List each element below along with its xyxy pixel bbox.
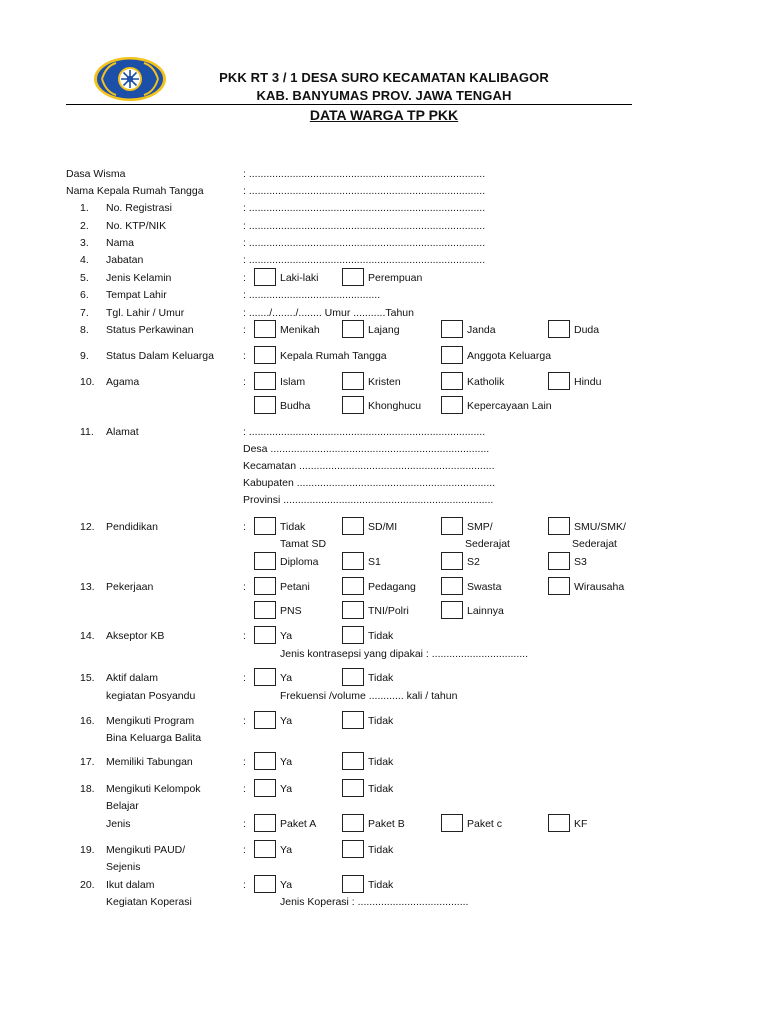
checkbox-kepercayaan-lain[interactable] xyxy=(441,396,463,414)
checkbox-kf[interactable] xyxy=(548,814,570,832)
checkbox-s2[interactable] xyxy=(441,552,463,570)
option-label-koperasi-ya: Ya xyxy=(280,879,293,891)
field-value-line: : ................................................................................. xyxy=(243,185,486,197)
checkbox-laki-laki[interactable] xyxy=(254,268,276,286)
colon: : xyxy=(243,581,246,593)
field-value-line: : ................................................................................. xyxy=(243,426,486,438)
field-value-line: : ......./......../........ Umur ...........Tahun xyxy=(243,307,414,319)
checkbox-paket-c[interactable] xyxy=(441,814,463,832)
item-number: 11. xyxy=(80,426,94,438)
option-label-laki-laki: Laki-laki xyxy=(280,272,319,284)
checkbox-hindu[interactable] xyxy=(548,372,570,390)
colon: : xyxy=(243,324,246,336)
option-label-swasta: Swasta xyxy=(467,581,502,593)
checkbox-koperasi-ya[interactable] xyxy=(254,875,276,893)
option-label-tabungan-tidak: Tidak xyxy=(368,756,394,768)
field-label: No. KTP/NIK xyxy=(106,220,167,232)
option-label-diploma: Diploma xyxy=(280,556,319,568)
item-number: 12. xyxy=(80,521,95,533)
option-label-paket-c: Paket c xyxy=(467,818,503,830)
checkbox-lainnya[interactable] xyxy=(441,601,463,619)
item-number: 4. xyxy=(80,254,89,266)
item-number: 2. xyxy=(80,220,89,232)
option-sublabel: Sederajat xyxy=(572,538,617,550)
option-label-lainnya: Lainnya xyxy=(467,605,504,617)
item-number: 18. xyxy=(80,783,95,795)
checkbox-kb-ya[interactable] xyxy=(254,626,276,644)
checkbox-kelompok-ya[interactable] xyxy=(254,779,276,797)
checkbox-paket-b[interactable] xyxy=(342,814,364,832)
checkbox-anggota-keluarga[interactable] xyxy=(441,346,463,364)
checkbox-smu-smk[interactable] xyxy=(548,517,570,535)
option-label-paket-a: Paket A xyxy=(280,818,317,830)
option-label-tidak-tamat-sd: Tidak xyxy=(280,521,306,533)
header-region-line: KAB. BANYUMAS PROV. JAWA TENGAH xyxy=(256,88,512,103)
option-label-paud-tidak: Tidak xyxy=(368,844,394,856)
checkbox-perempuan[interactable] xyxy=(342,268,364,286)
field-label: Mengikuti PAUD/ xyxy=(106,844,186,856)
address-line: Kabupaten .................................................................... xyxy=(243,477,496,489)
checkbox-islam[interactable] xyxy=(254,372,276,390)
checkbox-paud-ya[interactable] xyxy=(254,840,276,858)
checkbox-paud-tidak[interactable] xyxy=(342,840,364,858)
colon: : xyxy=(243,630,246,642)
item-number: 13. xyxy=(80,581,95,593)
option-label-janda: Janda xyxy=(467,324,496,336)
colon: : xyxy=(243,879,246,891)
field-label: Nama Kepala Rumah Tangga xyxy=(66,185,204,197)
colon: : xyxy=(243,350,246,362)
option-label-koperasi-tidak: Tidak xyxy=(368,879,394,891)
field-label-cont: Sejenis xyxy=(106,861,141,873)
item-number: 14. xyxy=(80,630,95,642)
option-label-pedagang: Pedagang xyxy=(368,581,416,593)
option-label-menikah: Menikah xyxy=(280,324,320,336)
checkbox-tabungan-ya[interactable] xyxy=(254,752,276,770)
field-label-cont: Kegiatan Koperasi xyxy=(106,896,192,908)
colon: : xyxy=(243,672,246,684)
header-org-line: PKK RT 3 / 1 DESA SURO KECAMATAN KALIBAGOR xyxy=(219,70,549,85)
checkbox-pedagang[interactable] xyxy=(342,577,364,595)
option-label-s3: S3 xyxy=(574,556,587,568)
colon: : xyxy=(243,272,246,284)
field-label: Memiliki Tabungan xyxy=(106,756,193,768)
field-value-line: Frekuensi /volume ............ kali / tahun xyxy=(280,690,458,702)
option-label-s2: S2 xyxy=(467,556,480,568)
checkbox-posyandu-ya[interactable] xyxy=(254,668,276,686)
colon: : xyxy=(243,521,246,533)
checkbox-katholik[interactable] xyxy=(441,372,463,390)
field-value-line: : ................................................................................. xyxy=(243,202,486,214)
option-label-hindu: Hindu xyxy=(574,376,602,388)
item-number: 1. xyxy=(80,202,89,214)
checkbox-khonghucu[interactable] xyxy=(342,396,364,414)
option-label-petani: Petani xyxy=(280,581,310,593)
field-label: Tgl. Lahir / Umur xyxy=(106,307,185,319)
checkbox-sd-mi[interactable] xyxy=(342,517,364,535)
checkbox-janda[interactable] xyxy=(441,320,463,338)
checkbox-s1[interactable] xyxy=(342,552,364,570)
option-label-kf: KF xyxy=(574,818,588,830)
option-label-lajang: Lajang xyxy=(368,324,400,336)
field-value-line: Jenis kontrasepsi yang dipakai : ................................. xyxy=(280,648,529,660)
checkbox-budha[interactable] xyxy=(254,396,276,414)
option-label-pns: PNS xyxy=(280,605,302,617)
checkbox-petani[interactable] xyxy=(254,577,276,595)
field-label: Mengikuti Program xyxy=(106,715,195,727)
option-sublabel: Tamat SD xyxy=(280,538,327,550)
option-label-tabungan-ya: Ya xyxy=(280,756,293,768)
field-label: Pekerjaan xyxy=(106,581,154,593)
checkbox-s3[interactable] xyxy=(548,552,570,570)
option-label-khonghucu: Khonghucu xyxy=(368,400,422,412)
option-label-paket-b: Paket B xyxy=(368,818,405,830)
field-label-cont: Jenis xyxy=(106,818,131,830)
option-label-budha: Budha xyxy=(280,400,311,412)
field-label: Akseptor KB xyxy=(106,630,165,642)
checkbox-tni-polri[interactable] xyxy=(342,601,364,619)
field-label: Mengikuti Kelompok xyxy=(106,783,201,795)
field-label: Tempat Lahir xyxy=(106,289,167,301)
option-label-katholik: Katholik xyxy=(467,376,505,388)
option-label-perempuan: Perempuan xyxy=(368,272,423,284)
field-label: Pendidikan xyxy=(106,521,158,533)
option-label-kepercayaan-lain: Kepercayaan Lain xyxy=(467,400,552,412)
field-label: Status Dalam Keluarga xyxy=(106,350,214,362)
colon: : xyxy=(243,756,246,768)
checkbox-diploma[interactable] xyxy=(254,552,276,570)
option-label-kb-ya: Ya xyxy=(280,630,293,642)
field-value-line: : ................................................................................. xyxy=(243,237,486,249)
option-label-tni-polri: TNI/Polri xyxy=(368,605,409,617)
colon: : xyxy=(243,783,246,795)
checkbox-kepala-rumah-tangga[interactable] xyxy=(254,346,276,364)
option-label-paud-ya: Ya xyxy=(280,844,293,856)
field-value-line: : ................................................................................. xyxy=(243,168,486,180)
field-label-cont: Belajar xyxy=(106,800,139,812)
item-number: 5. xyxy=(80,272,89,284)
field-label: Status Perkawinan xyxy=(106,324,194,336)
option-sublabel: Sederajat xyxy=(465,538,510,550)
field-value-line: : ................................................................................. xyxy=(243,254,486,266)
item-number: 17. xyxy=(80,756,95,768)
option-label-kristen: Kristen xyxy=(368,376,401,388)
option-label-posyandu-ya: Ya xyxy=(280,672,293,684)
field-label: Ikut dalam xyxy=(106,879,155,891)
item-number: 10. xyxy=(80,376,95,388)
item-number: 20. xyxy=(80,879,95,891)
checkbox-smp[interactable] xyxy=(441,517,463,535)
field-label: Jabatan xyxy=(106,254,144,266)
option-label-duda: Duda xyxy=(574,324,600,336)
checkbox-kb-tidak[interactable] xyxy=(342,626,364,644)
colon: : xyxy=(243,844,246,856)
checkbox-kelompok-tidak[interactable] xyxy=(342,779,364,797)
form-title: DATA WARGA TP PKK xyxy=(309,107,459,123)
option-label-kelompok-tidak: Tidak xyxy=(368,783,394,795)
checkbox-bkb-tidak[interactable] xyxy=(342,711,364,729)
option-label-kb-tidak: Tidak xyxy=(368,630,394,642)
address-line: Desa ........................................................................... xyxy=(243,443,490,455)
item-number: 3. xyxy=(80,237,89,249)
field-value-line: : ............................................. xyxy=(243,289,381,301)
option-label-smp: SMP/ xyxy=(467,521,493,533)
item-number: 16. xyxy=(80,715,95,727)
checkbox-tabungan-tidak[interactable] xyxy=(342,752,364,770)
option-label-anggota-keluarga: Anggota Keluarga xyxy=(467,350,552,362)
option-label-kelompok-ya: Ya xyxy=(280,783,293,795)
option-label-s1: S1 xyxy=(368,556,381,568)
checkbox-duda[interactable] xyxy=(548,320,570,338)
checkbox-wirausaha[interactable] xyxy=(548,577,570,595)
field-label: Nama xyxy=(106,237,135,249)
field-label: Aktif dalam xyxy=(106,672,158,684)
checkbox-paket-a[interactable] xyxy=(254,814,276,832)
checkbox-kristen[interactable] xyxy=(342,372,364,390)
checkbox-menikah[interactable] xyxy=(254,320,276,338)
field-label: Agama xyxy=(106,376,140,388)
field-label: Alamat xyxy=(106,426,139,438)
option-label-bkb-ya: Ya xyxy=(280,715,293,727)
option-label-kepala-rumah-tangga: Kepala Rumah Tangga xyxy=(280,350,387,362)
item-number: 19. xyxy=(80,844,95,856)
field-label: Jenis Kelamin xyxy=(106,272,172,284)
item-number: 6. xyxy=(80,289,89,301)
field-label: No. Registrasi xyxy=(106,202,172,214)
option-label-smu-smk: SMU/SMK/ xyxy=(574,521,626,533)
address-line: Kecamatan ................................................................... xyxy=(243,460,495,472)
checkbox-koperasi-tidak[interactable] xyxy=(342,875,364,893)
item-number: 15. xyxy=(80,672,95,684)
option-label-islam: Islam xyxy=(280,376,306,388)
option-label-posyandu-tidak: Tidak xyxy=(368,672,394,684)
field-label-cont: Bina Keluarga Balita xyxy=(106,732,202,744)
item-number: 9. xyxy=(80,350,89,362)
field-label: Dasa Wisma xyxy=(66,168,126,180)
option-label-sd-mi: SD/MI xyxy=(368,521,398,533)
field-label-cont: kegiatan Posyandu xyxy=(106,690,196,702)
checkbox-pns[interactable] xyxy=(254,601,276,619)
address-line: Provinsi ........................................................................ xyxy=(243,494,494,506)
option-label-wirausaha: Wirausaha xyxy=(574,581,625,593)
field-value-line: Jenis Koperasi : ...................................... xyxy=(280,896,469,908)
checkbox-swasta[interactable] xyxy=(441,577,463,595)
option-label-bkb-tidak: Tidak xyxy=(368,715,394,727)
field-value-line: : ................................................................................. xyxy=(243,220,486,232)
colon: : xyxy=(243,376,246,388)
checkbox-lajang[interactable] xyxy=(342,320,364,338)
colon: : xyxy=(243,818,246,830)
item-number: 7. xyxy=(80,307,89,319)
item-number: 8. xyxy=(80,324,89,336)
checkbox-tidak-tamat-sd[interactable] xyxy=(254,517,276,535)
colon: : xyxy=(243,715,246,727)
checkbox-bkb-ya[interactable] xyxy=(254,711,276,729)
checkbox-posyandu-tidak[interactable] xyxy=(342,668,364,686)
